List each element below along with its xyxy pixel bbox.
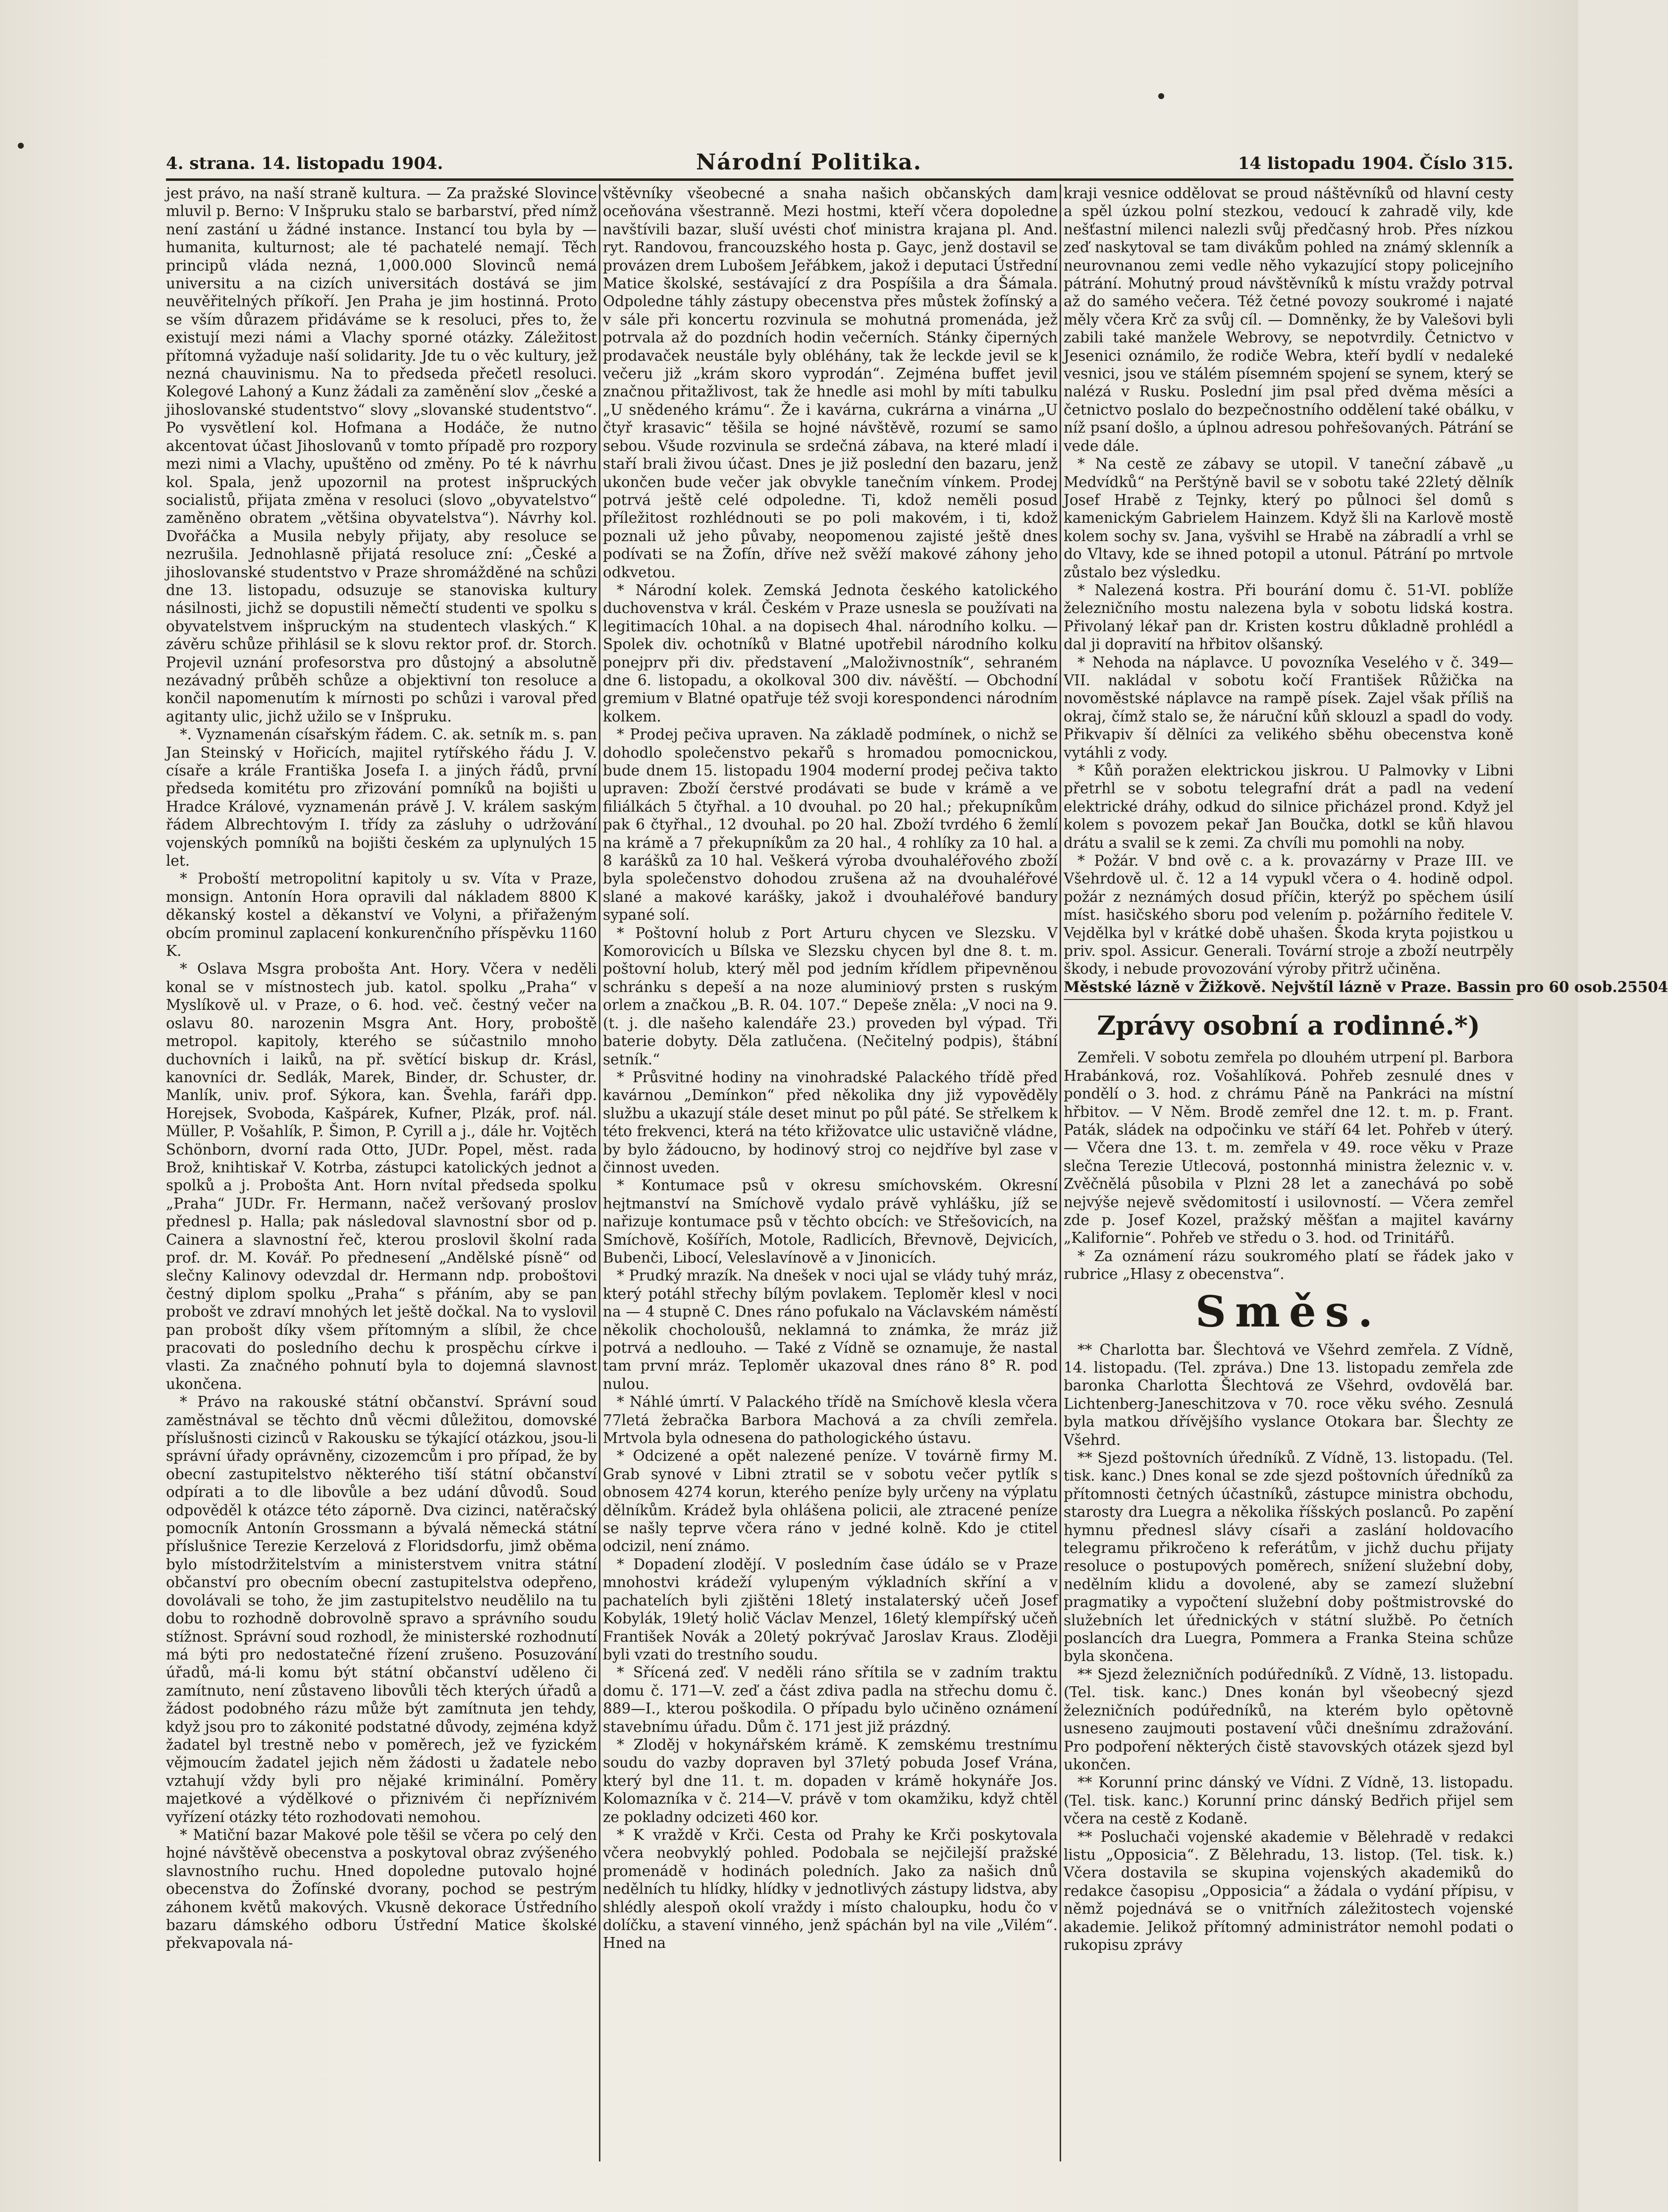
- news-item: * Na cestě ze zábavy se utopil. V taneční zábavě „u Medvídků“ na Perštýně bavil se v sobotu také 22letý dělník Josef Hrabě z Tejnky, který po půlnoci šel domů s kamenickým Gabrielem Hainzem. Když šli na Karlově mostě kolem sochy sv. Jana, vyšvihl se Hrabě na zábradlí a vrhl se do Vltavy, kde se ihned potopil a utonul. Pátrání po mrtvole zůstalo bez výsledku.: [1064, 455, 1513, 581]
- news-item: Zemřeli. V sobotu zemřela po dlouhém utrpení pl. Barbora Hrabánková, roz. Vošahlíková. Pohřeb zesnulé dnes v pondělí o 3. hod. z chrámu Páně na Pankráci na místní hřbitov. — V Něm. Brodě zemřel dne 12. t. m. p. Frant. Paták, sládek na odpočinku ve stáří 64 let. Pohřeb v úterý. — Včera dne 13. t. m. zemřela v 49. roce věku v Praze slečna Terezie Utlecová, postonnhá ministra železnic v. v. Zvěčnělá působila v Plzni 28 let a zanechává po sobě nejvýše nejevě svědomitostí i usilovností. — Včera zemřel zde p. Josef Kozel, pražský měšťan a majitel kavárny „Kalifornie“. Pohřeb ve středu o 3. hod. od Trinitářů.: [1064, 1049, 1513, 1247]
- column-1: [166, 184, 597, 2171]
- news-item: * Sřícená zeď. V neděli ráno sřítila se v zadním traktu domu č. 171—V. zeď a část zdiva padla na střechu domu č. 889—I., kterou poškodila. O případu bylo učiněno oznámení stavebnímu úřadu. Dům č. 171 jest již prázdný.: [603, 1664, 1058, 1735]
- news-item: * Nehoda na náplavce. U povozníka Veselého v č. 349—VII. nakládal v sobotu kočí František Růžička na novoměstské náplavce na rampě písek. Zajel však příliš na okraj, čímž stalo se, že náruční kůň sklouzl a spadl do vody. Přikvapiv ší dělníci za velikého sběhu obecenstva koně vytáhli z vody.: [1064, 654, 1513, 761]
- column-2: [603, 184, 1058, 2171]
- news-item: *. Vyznamenán císařským řádem. C. ak. setník m. s. pan Jan Steinský v Hořicích, majitel rytířského řádu J. V. císaře a krále Františka Josefa I. a jiných řádů, první předseda komitétu pro zřizování pomníků na bojišti u Hradce Králové, vyznamenán právě J. V. králem saským řádem Albrechtovým I. třídy za zásluhy o udržování vojenských pomníků na bojišti českém za uplynulých 15 let.: [166, 726, 597, 870]
- news-item: ** Posluchači vojenské akademie v Bělehradě v redakci listu „Opposicia“. Z Bělehradu, 13. listop. (Tel. tisk. k.) Včera dostavila se skupina vojenských akademiků do redakce časopisu „Opposicia“ a žádala o vydání přípisu, v němž pojednává se o vnitřních záležitostech vojenské akademie. Jelikož přítomný administrátor nemohl podati o rukopisu zprávy: [1064, 1828, 1513, 1953]
- news-item: * Kůň poražen elektrickou jiskrou. U Palmovky v Libni přetrhl se v sobotu telegrafní drát a padl na vedení elektrické dráhy, odkud do silnice přicházel prond. Když jel kolem s povozem pekař Jan Boučka, dotkl se kůň hlavou drátu a svalil se k zemi. Za chvíli mu pomohli na noby.: [1064, 762, 1513, 851]
- issue-date-number: 14 listopadu 1904. Číslo 315.: [1238, 154, 1513, 173]
- news-item: ** Sjezd železničních podúředníků. Z Vídně, 13. listopadu. (Tel. tisk. kanc.) Dnes konán byl všeobecný sjezd železničních podúředníků, na kterém bylo opětovně usneseno zaujmouti postavení vůči dnešnímu zdražování. Pro podpoření některých čistě stavovských otázek sjezd byl ukončen.: [1064, 1665, 1513, 1773]
- ink-spot: [1158, 93, 1164, 99]
- news-item: * Požár. V bnd ově c. a k. provazárny v Praze III. ve Všehrdově ul. č. 12 a 14 vypukl včera o 4. hodině odpol. požár z neznámých dosud příčin, kterýž po spěchem úsilí míst. hasičského sboru pod velením p. požárního ředitele V. Vejdělka byl v krátké době uhašen. Škoda kryta pojistkou u priv. spol. Assicur. Generali. Tovární stroje a zboží neutrpěly škody, i nebude provozování výroby přitrž učiněna.: [1064, 852, 1513, 978]
- advertisement: [1064, 978, 1668, 1000]
- news-item: * Oslava Msgra proboštа Ant. Hory. Včera v neděli konal se v místnostech jub. katol. spolku „Praha“ v Myslíkově ul. v Praze, o 6. hod. več. čestný večer na oslavu 80. narozenin Msgra Ant. Hory, proboště metropol. kapitoly, kterého se súčastnilo mnoho duchovních i laiků, na př. světící biskup dr. Krásl, kanovníci dr. Sedlák, Marek, Binder, dr. Schuster, dr. Manlík, univ. prof. Sýkora, kan. Švehla, faráři dpp. Horejsek, Svoboda, Kašpárek, Kufner, Plzák, prof. nál. Müller, P. Vošahlík, P. Šimon, P. Cyrill a j., dále hr. Vojtěch Schönborn, dvorní rada Otto, JUDr. Popel, měst. rada Brož, knihtiskař V. Kotrba, zástupci katolických jednot a spolků a j. Proboštа Ant. Horn nvítal předseda spolku „Praha“ JUDr. Fr. Hermann, načež veršovaný proslov přednesl p. Halla; pak následoval slavnostní sbor od p. Cainera a slavnostní řeč, kterou proslovil školní rada prof. dr. M. Kovář. Po přednesení „Andělské písně“ od slečny Kalinovy odevzdal dr. Hermann ndp. proboštovi čestný diplom spolku „Praha“ s přáním, aby se pan probošt ve zdraví mnohých let ještě dočkal. Na to vyslovil pan probošt díky všem přítomným a slíbil, že chce pracovati do posledního dechu k prospěchu církve i vlasti. Za značného pohnutí byla to dojemná slavnost ukončena.: [166, 960, 597, 1392]
- news-item: * Náhlé úmrtí. V Palackého třídě na Smíchově klesla včera 77letá žebračka Barbora Machová a za chvíli zemřela. Mrtvola byla odnesena do pathologického ústavu.: [603, 1393, 1058, 1447]
- news-item: * Dopadení zlodějí. V posledním čase údálo se v Praze mnohostvi krádeží vylupeným výkladních skříní a v pachatelích byli zjištěni 18letý instalaterský učeň Josef Kobylák, 19letý holič Václav Menzel, 16letý klempířský učeň František Novák a 20letý pokrývač Jaroslav Kraus. Zloději byli vzati do trestního soudu.: [603, 1555, 1058, 1663]
- news-item: * Průsvitné hodiny na vinohradské Palackého třídě před kavárnou „Demínkon“ před několika dny již vypověděly službu a ukazují stále deset minut po půl páté. Se střelkem k této frekvenci, která na této křižovatce ulic ustavičně vládne, by bylo žádoucno, by hodinový stroj co nejdříve byl zase v činnost uveden.: [603, 1068, 1058, 1176]
- news-item: * Zloděj v hokynářském krámě. K zemskému trestnímu soudu do vazby dopraven byl 37letý pobuda Josef Vrána, který byl dne 11. t. m. dopaden v krámě hokynáře Jos. Kolomazníka v č. 214—V. právě v tom okamžiku, když chtěl ze pokladny odcizeti 460 kor.: [603, 1736, 1058, 1825]
- footnote: * Za oznámení rázu soukromého platí se řádek jako v rubrice „Hlasy z obecenstva“.: [1064, 1247, 1513, 1283]
- news-item: ** Korunní princ dánský ve Vídni. Z Vídně, 13. listopadu. (Tel. tisk. kanc.) Korunní princ dánský Bedřich přijel sem včera na cestě z Kodaně.: [1064, 1774, 1513, 1827]
- news-item: ** Charlotta bar. Šlechtová ve Všehrd zemřela. Z Vídně, 14. listopadu. (Tel. zpráva.) Dne 13. listopadu zemřela zde baronka Charlotta Šlechtová ze Všehrd, ovdovělá bar. Lichtenberg-Janeschitzova v 70. roce věku svého. Zesnulá byla matkou dřívějšího vyslance Otokara bar. Šlechty ze Všehrd.: [1064, 1341, 1513, 1448]
- news-item: * Prudký mrazík. Na dnešek v noci ujal se vlády tuhý mráz, který potáhl střechy bílým povlakem. Teploměr klesl v noci na — 4 stupně C. Dnes ráno pofukalo na Václavském náměstí několik chocholoušů, neklamná to známka, že mráz již potrvá a nedlouho. — Také z Vídně se oznamuje, že nastal tam první mráz. Teploměr ukazoval dnes ráno 8° R. pod nulou.: [603, 1267, 1058, 1392]
- news-item: * Prodej pečiva upraven. Na základě podmínek, o nichž se dohodlo společenstvo pekařů s hromadou pomocnickou, bude dnem 15. listopadu 1904 moderní prodej pečiva takto upraven: Zboží čerstvé prodávati se bude v krámě a ve filiálkách 5 čtyřhal. a 10 dvouhal. po 20 hal.; překupníkům pak 6 čtyřhal., 12 dvouhal. po 20 hal. Zboží tvrdého 6 žemlí na krámě a 7 překupníkům za 20 hal., 4 rohlíky za 10 hal. a 8 karášků za 10 hal. Veškerá výroba dvouhaléřového zboží byla společenstvo dohodou zrušena až na dvouhaléřové slané a makové karášky, jakož i dvouhaléřové bandury sypané solí.: [603, 726, 1058, 924]
- article-continuation: vštěvníky všeobecné a snaha našich občanských dam oceňována všestranně. Mezi hostmi, kteří včera dopoledne navštívili bazar, sluší uvésti choť ministra krajana pl. And. ryt. Randovou, francouzského hosta p. Gayc, jenž dostavil se provázen drem Lubošem Jeřábkem, jakož i deputaci Ústřední Matice školské, sestávající z dra Pospíšila a dra Šámala. Odpoledne táhly zástupy obecenstva přes můstek žofínský a v sále při koncertu rozvinula se mohutná promenáda, jež potrvala až do pozdních hodin večerních. Stánky čiperných prodavaček neustále byly obléhány, tak že leckde jevil se k večeru již „krám skoro vyprodán“. Zejména buffet jevil značnou přitažlivost, tak že hnedle asi mohl by míti tabulku „U snědeného krámu“. Že i kavárna, cukrárna a vinárna „U čtyř krasavic“ těšila se hojné návštěvě, rozumí se samo sebou. Všude rozvinula se srdečná zábava, na které mladí i staří brali živou účast. Dnes je již poslední den bazaru, jenž ukončen bude večer jak obvykle tanečním vínkem. Prodej potrvá ještě celé odpoledne. Ti, kdož neměli posud příležitost rozhlédnouti se po poli makovém, i ti, kdož poznali už jeho půvaby, neopomenou zajisté ještě dnes podívati se na Žofín, dříve než svěží makové záhony jeho odkvetou.: [603, 185, 1058, 581]
- running-head: [166, 149, 1513, 181]
- section-heading-miscellany: Směs.: [1195, 1286, 1382, 1337]
- news-item: * Poštovní holub z Port Arturu chycen ve Slezsku. V Komorovicích u Bílska ve Slezsku chycen byl dne 8. t. m. poštovní holub, který měl pod jedním křídlem připevněnou schránku s depeší a na noze aluminiový prsten s ruským orlem a značkou „B. R. 04. 107.“ Depeše zněla: „V noci na 9. (t. j. dle našeho kalendáře 23.) proveden byl výpad. Tři baterie dobyty. Děla zatlučena. (Nečitelný podpis), štábní setník.“: [603, 924, 1058, 1068]
- column-rule-2: [1060, 184, 1061, 2161]
- news-item: * Národní kolek. Zemská Jednota českého katolického duchovenstva v král. Českém v Praze usnesla se používati na legitimacích 10hal. a na dopisech 4hal. národního kolku. — Spolek div. ochotníků v Blatné upotřebil národního kolku ponejprv při div. představení „Maloživnostník“, sehraném dne 6. listopadu, a okolkoval 300 div. návěští. — Obchodní gremium v Blatné opatřuje též svoji korespondenci národním kolkem.: [603, 581, 1058, 725]
- ad-text: Městské lázně v Žižkově. Nejvštíl lázně v Praze. Bassin pro 60 osob.: [1064, 978, 1617, 995]
- news-item: * Kontumace psů v okresu smíchovském. Okresní hejtmanství na Smíchově vydalo právě vyhlášku, jíž se nařizuje kontumace psů v těchto obcích: ve Střešovicích, na Smíchově, Košířích, Motole, Radlicích, Břevnově, Dejvicích, Bubenči, Libocí, Veleslavínově a v Jinonicích.: [603, 1177, 1058, 1266]
- newspaper-title: Národní Politika.: [696, 150, 922, 175]
- column-3: [1064, 184, 1668, 2171]
- article-continuation: jest právo, na naší straně kultura. — Za pražské Slovince mluvil p. Berno: V Inšpruku stalo se barbarství, před nímž není zastání u žádné instance. Instancí tou byla by — humanita, kulturnost; ale té pachatelé nemají. Těch principů vláda nezná, 1,000.000 Slovinců nemá universitu a na cizích universitách dostává se jim neuvěřitelných příkoří. Jen Praha je jim hostinná. Proto se vším důrazem přidáváme se k resoluci, přes to, že existují mezi námi a Vlachy sporné otázky. Záležitost přítomná vyžaduje naší solidarity. Jde tu o věc kultury, jež nezná chauvinismu. Na to předseda přečetl resoluci. Kolegové Lahoný a Kunz žádali za zaměnění slov „české a jihoslovanské studentstvo“ slovy „slovanské studentstvo“. Po vysvětlení kol. Hofmana a Hodáče, že nutno akcentovat účast Jihoslovanů v tomto případě pro rozpory mezi nimi a Vlachy, upuštěno od změny. Po té k návrhu kol. Spala, jenž upozornil na protest inšpruckých socialistů, přijata změna v resoluci (slovo „obyvatelstvo“ zaměněno obratem „většina obyvatelstva“). Návrhy kol. Dvořáčka a Musila nebyly přijaty, aby resoluce se nezrušila. Jednohlasně přijatá resoluce zní: „České a jihoslovanské studentstvo v Praze shromážděné na schůzi dne 13. listopadu, odsuzuje se stanoviska kultury násilnosti, jichž se dopustili němečtí studenti ve spolku s obyvatelstvem inšpruckým na studentech vlaských.“ K závěru schůze přihlásil se k slovu rektor prof. dr. Storch. Projevil uznání profesorstva pro důstojný a absolutně nezávadný průběh schůze a objektivní ton resoluce a končil napomenutím k mírnosti po schůzi i varoval před agitanty ulic, jichž užilo se v Inšpruku.: [166, 185, 597, 725]
- ad-number: 25504: [1617, 978, 1668, 995]
- news-item: * Proboští metropolitní kapitoly u sv. Víta v Praze, monsign. Antonín Hora opravili dal nákladem 8800 K děkanský kostel a děkanství ve Volyni, a přiřaženým obcím prominul zaplacení konkurenčního příspěvku 1160 K.: [166, 870, 597, 960]
- article-continuation: kraji vesnice oddělovat se proud náštěvníků od hlavní cesty a spěl úzkou polní stezkou, vedoucí k zahradě vily, kde nešťastní milenci nalezli svůj předčasný hrob. Přes nízkou zeď naskytoval se tam divákům pohled na známý sklenník a neurovnanou zemi vedle něho vykazující stopy policejního pátrání. Mohutný proud návštěvníků k místu vraždy potrval až do samého večera. Též četné povozy soukromé i najaté měly včera Krč za svůj cíl. — Domněnky, že by Valešovi byli zabili také manžele Webrovy, se nepotvrdily. Četnictvo v Jesenici oznámilo, že rodiče Webra, kteří bydlí v nedaleké vesnici, jsou ve stálém písemném spojení se synem, který se nalézá v Rusku. Poslední jim psal před dvěma měsíci a četnictvo poslalo do bezpečnostního oddělení také obálku, v níž psaní došlo, a úplnou adresou pohřešovaných. Pátrání se vede dále.: [1064, 185, 1513, 454]
- news-item: * Nalezená kostra. Při bourání domu č. 51-VI. poblíže železničního mostu nalezena byla v sobotu lidská kostra. Přivolaný lékař pan dr. Kristen kostru důkladně prohlédl a dal ji dopravití na hřbitov olšanský.: [1064, 581, 1513, 653]
- news-item: * Matiční bazar Makové pole těšil se včera po celý den hojné návštěvě obecenstva a poskytoval obraz zvýšeného slavnostního ruchu. Hned dopoledne putovalo hojné obecenstva do Žofínské dvorany, pochod se pestrým záhonem květů makových. Vkusně dekorace Ústředního bazaru dámského odboru Ústřední Matice školské překvapovala ná-: [166, 1826, 597, 1952]
- page-number-date: 4. strana. 14. listopadu 1904.: [166, 154, 443, 173]
- news-item: * K vraždě v Krči. Cesta od Prahy ke Krči poskytovala včera neobvyklý pohled. Podobala se nejčilejší pražské promenádě v hodinách poledních. Jako za našich dnů nedělních tu hlídky, hlídky v jednotlivých zástupy lidstva, aby shlédly alespoň okolí vraždy i místo chaloupku, hodu čo v dolíčku, a stavení vinného, jenž spáchán byl na vile „Vilém“. Hned na: [603, 1826, 1058, 1952]
- ink-spot: [18, 143, 24, 149]
- column-rule-1: [599, 184, 600, 2161]
- news-item: * Právo na rakouské státní občanství. Správní soud zaměstnával se těchto dnů věcmi důležitou, domovské příslušnosti cizinců v Rakousku se týkající otázkou, jsou-li správní úřady oprávněny, cizozemcům i pro případ, že by obecní zastupitelstvo některého tiší státní občanství odpírati a to dle libovůle a bez udání důvodů. Soud odpověděl k otázce této záporně. Dva cizinci, natěračský pomocník Antonín Grossmann a bývalá německá státní příslušnice Terezie Kerzelová z Floridsdorfu, jimž oběma bylo místodržitelstvím a ministerstvem vnitra státní občanství pro obecním obecní zastupitelstva odepřeno, dovolávali se toho, že jim zastupitelstvo neudělilo na tu dobu to rozhodně dobrovolně spravo a správního soudu stížnost. Správní soud rozhodl, že ministerské rozhodnutí má býti pro nedostatečné řízení zrušeno. Posuzování úřadů, má-li komu být státní občanství uděleno či zamítnuto, není zůstaveno libovůli těch kterých úřadů a žádost podobného rázu může být zamítnuta jen tehdy, když jsou pro to zákonité podstatné důvody, zejména když žadatel byl trestně nebo v poměrech, jež ve fyzickém vějmoucím žadatel jejich něm žádosti u žadatele nebo vztahují vždy byli pro nějaké kriminální. Poměry majetkové a výdělkové o přiznivém či nepříznivém vyřízení otázky této rozhodovati nemohou.: [166, 1393, 597, 1825]
- news-item: ** Sjezd poštovních úředníků. Z Vídně, 13. listopadu. (Tel. tisk. kanc.) Dnes konal se zde sjezd poštovních úředníků za přítomnosti četných účastníků, zástupce ministra obchodu, starosty dra Luegra a několika říšských poslanců. Po zapění hymnu přednesl slávy císaři a zaslání holdovacího telegramu přikročeno k referátům, v jichž duchu přijaty resoluce o postupových poměrech, snížení služební doby, nedělním klidu a dovolené, aby se zamezí služební pragmatiky a vypočtení služební doby poštmistrovské do služebních let úřednických v státní službě. Po četních poslancích dra Luegra, Pommera a Franka Steina schůze byla skončena.: [1064, 1449, 1513, 1665]
- section-heading-personal: Zprávy osobní a rodinné.*): [1097, 1011, 1480, 1042]
- news-item: * Odcizené a opět nalezené peníze. V továrně firmy M. Grab synové v Libni ztratil se v sobotu večer pytlík s obnosem 4274 korun, kterého peníze byly určeny na výplatu dělníkům. Krádež byla ohlášena policii, ale ztracené peníze se našly teprve včera ráno v jedné kolně. Kdo je ctitel odcizil, není známo.: [603, 1447, 1058, 1555]
